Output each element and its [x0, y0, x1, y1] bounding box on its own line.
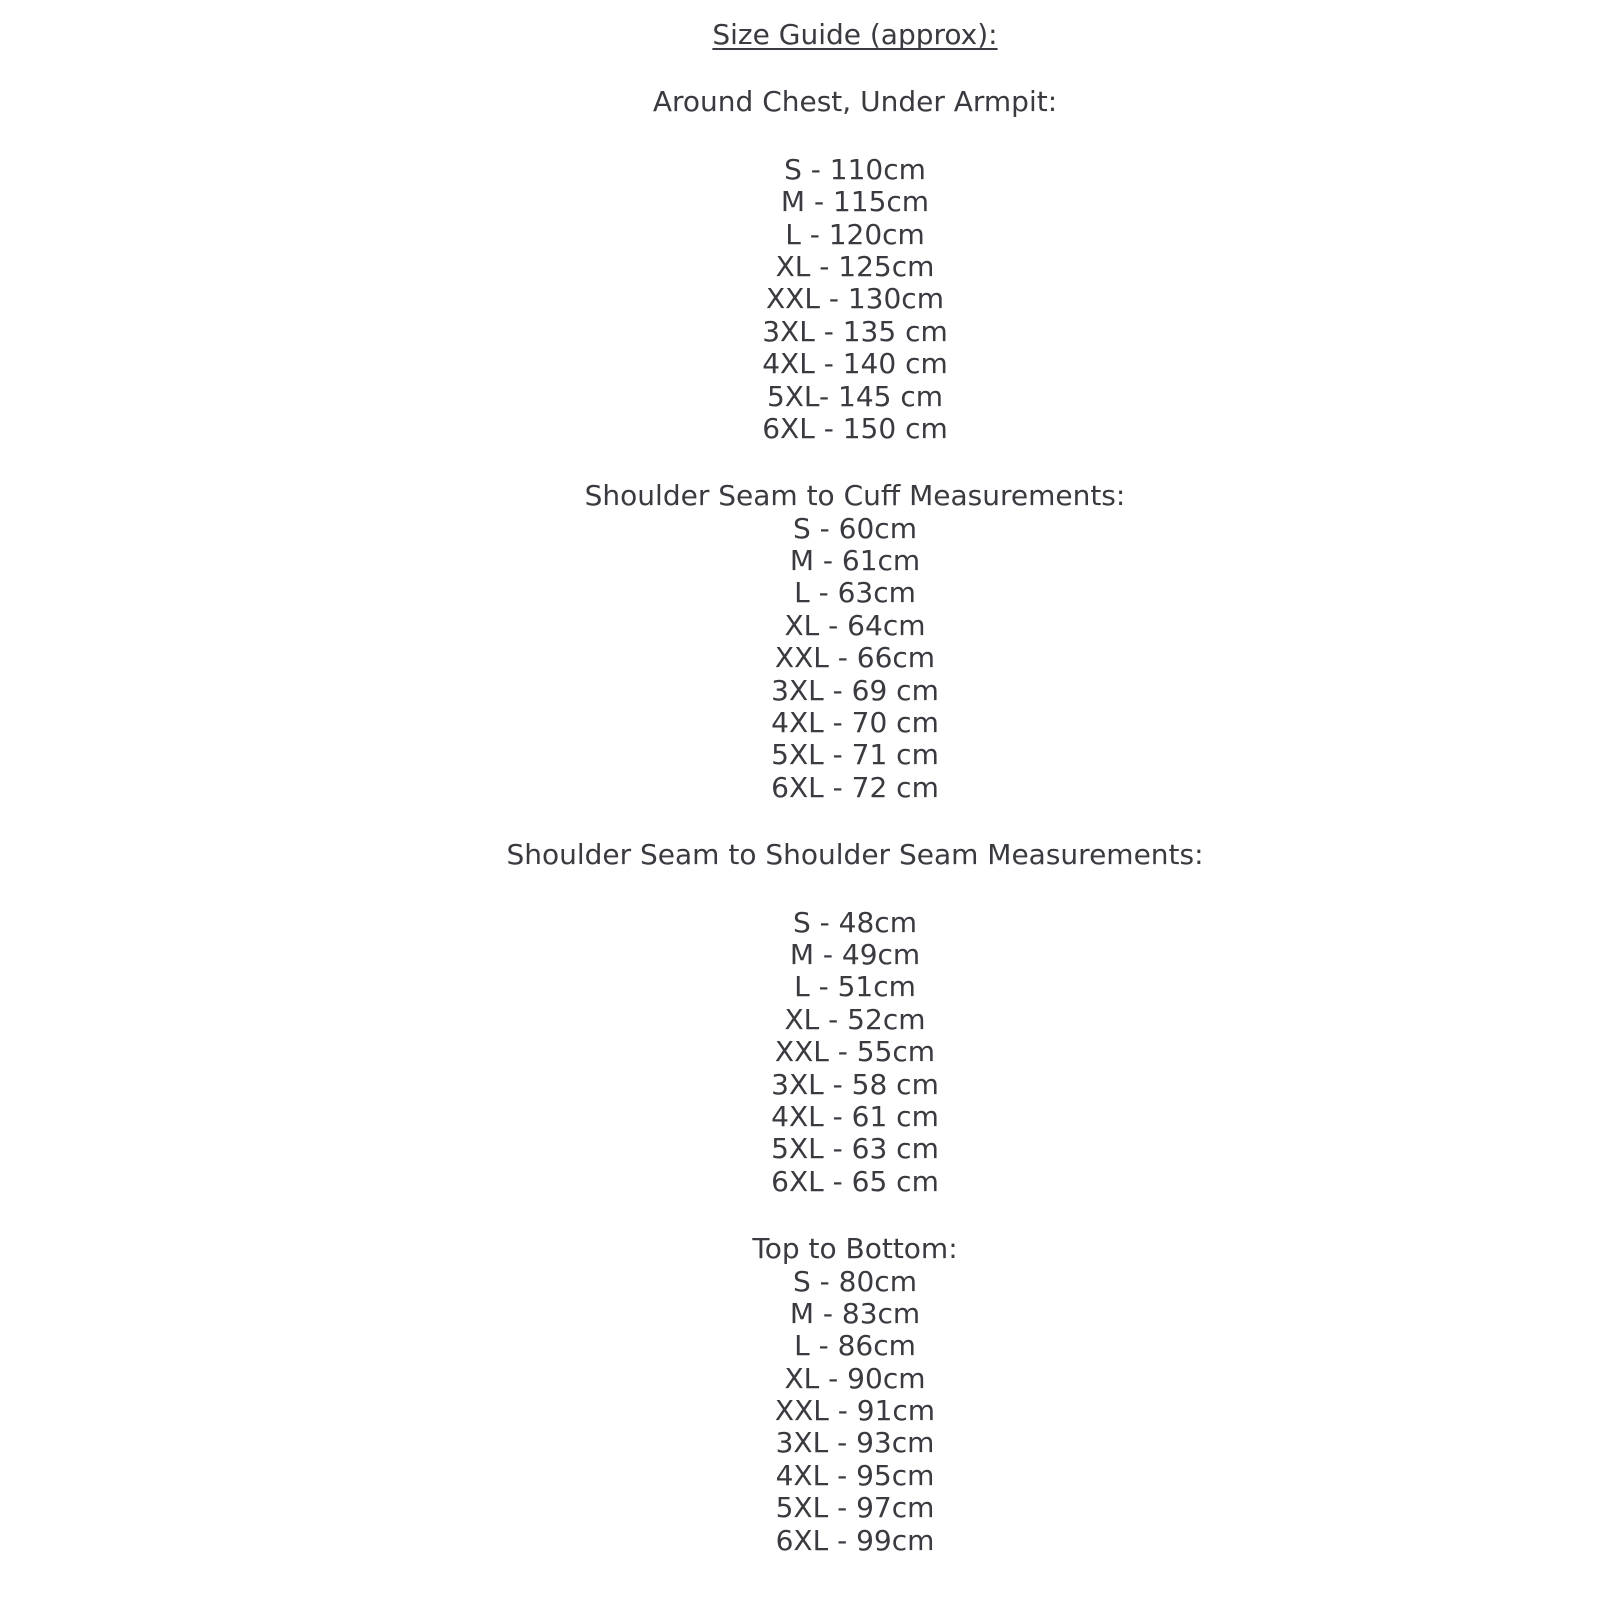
- size-guide-document: [55, 0, 1600, 1557]
- size-row: 6XL - 72 cm: [771, 770, 939, 804]
- size-row: 5XL - 71 cm: [771, 738, 939, 772]
- size-row: 6XL - 99cm: [775, 1523, 935, 1557]
- size-row: 5XL - 97cm: [775, 1491, 935, 1525]
- spacer: [55, 804, 1600, 839]
- size-row: XXL - 130cm: [766, 282, 944, 316]
- size-row: S - 48cm: [793, 905, 917, 939]
- size-row: XL - 64cm: [784, 608, 926, 642]
- size-row: 6XL - 65 cm: [771, 1164, 939, 1198]
- size-row: XXL - 91cm: [774, 1394, 936, 1428]
- size-row: S - 60cm: [793, 511, 917, 545]
- size-row: 4XL - 140 cm: [762, 347, 948, 381]
- spacer: [55, 119, 1600, 154]
- size-row: XXL - 55cm: [774, 1035, 936, 1069]
- size-row: M - 115cm: [780, 185, 930, 219]
- size-row: 3XL - 135 cm: [762, 314, 948, 348]
- size-row: 4XL - 70 cm: [771, 706, 939, 740]
- size-row: S - 80cm: [793, 1264, 917, 1298]
- spacer: [55, 1198, 1600, 1233]
- section-top-to-bottom: [55, 1233, 1600, 1557]
- section-around-chest: [55, 86, 1600, 445]
- size-row: XL - 125cm: [775, 249, 935, 283]
- size-row: S - 110cm: [784, 152, 926, 186]
- size-row: XXL - 66cm: [774, 641, 936, 675]
- size-row: XL - 90cm: [784, 1361, 926, 1395]
- spacer: [55, 872, 1600, 907]
- section-shoulder-to-cuff: [55, 480, 1600, 804]
- size-row: L - 86cm: [794, 1329, 916, 1363]
- size-row: 6XL - 150 cm: [762, 411, 948, 445]
- size-row: 3XL - 58 cm: [771, 1067, 939, 1101]
- size-row: 3XL - 93cm: [775, 1426, 935, 1460]
- section-heading: Shoulder Seam to Shoulder Seam Measurements:: [506, 838, 1204, 872]
- size-row: 4XL - 61 cm: [771, 1099, 939, 1133]
- size-row: M - 61cm: [789, 544, 921, 578]
- size-row: L - 51cm: [794, 970, 916, 1004]
- section-heading: Around Chest, Under Armpit:: [652, 85, 1058, 119]
- spacer: [55, 445, 1600, 480]
- section-heading: Shoulder Seam to Cuff Measurements:: [584, 479, 1126, 513]
- size-row: 5XL- 145 cm: [766, 379, 944, 413]
- size-row: L - 63cm: [794, 576, 916, 610]
- size-row: 4XL - 95cm: [775, 1458, 935, 1492]
- size-row: M - 49cm: [789, 937, 921, 971]
- section-heading: Top to Bottom:: [752, 1232, 958, 1266]
- size-row: XL - 52cm: [784, 1002, 926, 1036]
- size-row: M - 83cm: [789, 1296, 921, 1330]
- size-row: 5XL - 63 cm: [771, 1132, 939, 1166]
- size-guide-title: Size Guide (approx):: [712, 18, 998, 51]
- section-shoulder-to-shoulder: [55, 839, 1600, 1198]
- size-row: L - 120cm: [785, 217, 925, 251]
- spacer: [55, 51, 1600, 86]
- size-row: 3XL - 69 cm: [771, 673, 939, 707]
